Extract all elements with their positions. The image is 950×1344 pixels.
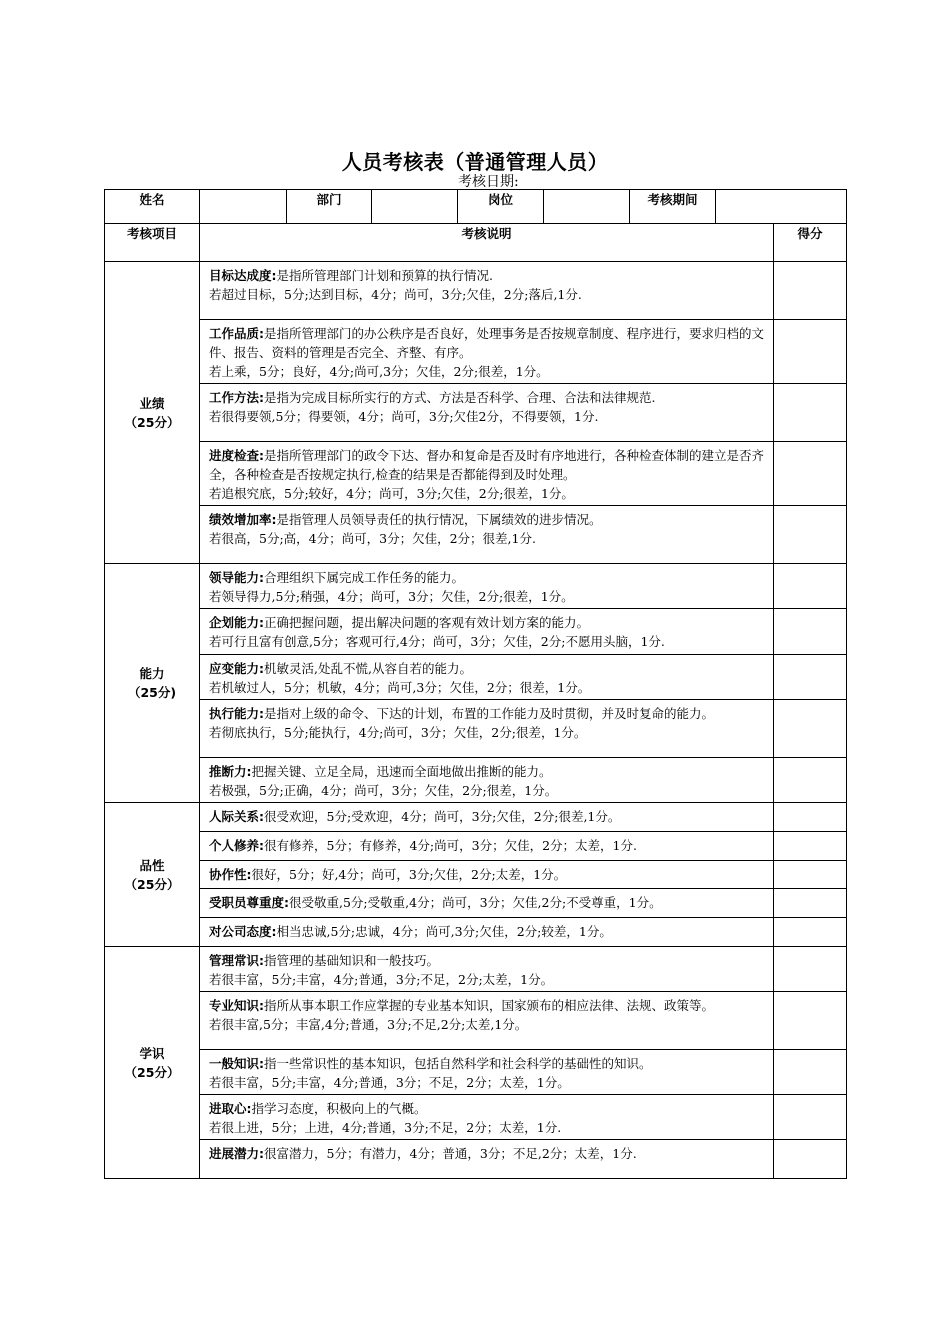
- score-field[interactable]: [774, 992, 847, 1050]
- criterion-text: 很有修养，5分；有修养，4分;尚可，3分；欠佳，2分；太差，1分.: [264, 838, 637, 853]
- criterion-name: 执行能力:: [209, 706, 264, 721]
- criterion-row: [105, 889, 847, 918]
- criterion-description: [200, 655, 774, 700]
- criterion-name: 工作方法:: [209, 390, 264, 405]
- criterion-text: 指所从事本职工作应掌握的专业基本知识，国家颁布的相应法律、法规、政策等。: [264, 998, 715, 1013]
- category-name: 品性: [139, 857, 165, 873]
- criterion-text: 相当忠诚,5分;忠诚，4分；尚可,3分;欠佳，2分;较差，1分。: [276, 924, 612, 939]
- criterion-scale: 若超过目标，5分;达到目标，4分；尚可，3分;欠佳，2分;落后,1分.: [209, 287, 582, 302]
- criterion-text: 很受敬重,5分;受敬重,4分；尚可，3分；欠佳,2分;不受尊重，1分。: [289, 895, 662, 910]
- category-cell: [105, 803, 200, 947]
- criterion-description: [200, 320, 774, 384]
- name-field[interactable]: [200, 190, 287, 224]
- criterion-text: 机敏灵活,处乱不慌,从容自若的能力。: [264, 661, 472, 676]
- criterion-text: 合理组织下属完成工作任务的能力。: [264, 570, 465, 585]
- score-field[interactable]: [774, 803, 847, 832]
- criterion-text: 正确把握问题，提出解决问题的客观有效计划方案的能力。: [264, 615, 590, 630]
- criterion-row: [105, 918, 847, 947]
- category-cell: [105, 564, 200, 803]
- score-field[interactable]: [774, 384, 847, 442]
- criterion-scale: 若极强，5分;正确，4分；尚可，3分；欠佳，2分;很差，1分。: [209, 783, 558, 798]
- criterion-name: 绩效增加率:: [209, 512, 277, 527]
- criterion-scale: 若很丰富，5分;丰富，4分;普通，3分;不足，2分;太差，1分。: [209, 972, 554, 987]
- criterion-row: [105, 320, 847, 384]
- item-header: 考核项目: [105, 224, 200, 262]
- post-label: 岗位: [458, 190, 544, 224]
- category-weight: （25分）: [124, 1064, 180, 1080]
- period-field[interactable]: [716, 190, 847, 224]
- criterion-text: 很受欢迎，5分;受欢迎，4分；尚可，3分;欠佳，2分;很差,1分。: [264, 809, 621, 824]
- criterion-name: 受职员尊重度:: [209, 895, 289, 910]
- info-row: [105, 190, 847, 224]
- criterion-text: 是指所管理部门计划和预算的执行情况.: [276, 268, 493, 283]
- criterion-description: [200, 442, 774, 506]
- criterion-text: 很好，5分；好,4分；尚可，3分;欠佳，2分;太差，1分。: [251, 867, 567, 882]
- criterion-scale: 若很上进，5分；上进，4分;普通，3分;不足，2分；太差，1分.: [209, 1120, 562, 1135]
- criterion-name: 个人修养:: [209, 838, 264, 853]
- criterion-text: 指学习态度，积极向上的气概。: [251, 1101, 427, 1116]
- score-field[interactable]: [774, 700, 847, 758]
- category-weight: （25分）: [124, 876, 180, 892]
- criterion-name: 协作性:: [209, 867, 252, 882]
- criterion-row: [105, 992, 847, 1050]
- criterion-row: [105, 609, 847, 655]
- criterion-row: [105, 758, 847, 803]
- criterion-row: [105, 947, 847, 992]
- criterion-name: 对公司态度:: [209, 924, 277, 939]
- criterion-scale: 若很丰富,5分；丰富,4分;普通，3分;不足,2分;太差,1分。: [209, 1017, 528, 1032]
- criterion-description: [200, 384, 774, 442]
- criterion-name: 一般知识:: [209, 1056, 264, 1071]
- criterion-row: [105, 832, 847, 861]
- post-field[interactable]: [544, 190, 630, 224]
- criterion-row: [105, 1095, 847, 1140]
- category-weight: （25分): [127, 685, 177, 700]
- score-field[interactable]: [774, 506, 847, 564]
- score-field[interactable]: [774, 609, 847, 655]
- criterion-description: [200, 1095, 774, 1140]
- score-field[interactable]: [774, 1050, 847, 1095]
- score-field[interactable]: [774, 889, 847, 918]
- criterion-description: [200, 564, 774, 609]
- criterion-scale: 若很得要领,5分；得要领，4分；尚可，3分;欠佳2分，不得要领，1分.: [209, 409, 599, 424]
- score-field[interactable]: [774, 918, 847, 947]
- column-header-row: [105, 224, 847, 262]
- criterion-text: 是指为完成目标所实行的方式、方法是否科学、合理、合法和法律规范.: [264, 390, 656, 405]
- score-field[interactable]: [774, 1140, 847, 1179]
- criterion-scale: 若追根究底，5分;较好，4分；尚可，3分;欠佳，2分;很差，1分。: [209, 486, 574, 501]
- dept-label: 部门: [287, 190, 372, 224]
- criterion-row: [105, 506, 847, 564]
- criterion-name: 人际关系:: [209, 809, 264, 824]
- criterion-text: 把握关键、立足全局，迅速而全面地做出推断的能力。: [251, 764, 552, 779]
- criterion-row: [105, 803, 847, 832]
- criterion-description: [200, 947, 774, 992]
- score-header: 得分: [774, 224, 847, 262]
- score-field[interactable]: [774, 564, 847, 609]
- criterion-name: 工作品质:: [209, 326, 264, 341]
- category-name: 学识: [139, 1045, 165, 1061]
- criterion-row: [105, 655, 847, 700]
- criterion-description: [200, 832, 774, 861]
- criterion-row: [105, 700, 847, 758]
- criterion-description: [200, 803, 774, 832]
- criterion-text: 指管理的基础知识和一般技巧。: [264, 953, 440, 968]
- criterion-text: 是指所管理部门的办公秩序是否良好，处理事务是否按规章制度、程序进行，要求归档的文件、报告、资料的管理是否完全、齐整、有序。: [209, 326, 765, 360]
- criterion-description: [200, 506, 774, 564]
- criterion-row: [105, 861, 847, 889]
- criterion-scale: 若很丰富，5分;丰富，4分;普通，3分；不足，2分；太差，1分。: [209, 1075, 570, 1090]
- criterion-scale: 若彻底执行，5分;能执行，4分;尚可，3分；欠佳，2分;很差，1分。: [209, 725, 587, 740]
- criterion-text: 很富潜力，5分；有潜力，4分；普通，3分；不足,2分；太差，1分.: [264, 1146, 637, 1161]
- criterion-name: 推断力:: [209, 764, 252, 779]
- criterion-scale: 若领导得力,5分;稍强，4分；尚可，3分；欠佳，2分;很差，1分。: [209, 589, 574, 604]
- score-field[interactable]: [774, 262, 847, 320]
- score-field[interactable]: [774, 655, 847, 700]
- criterion-name: 进展潜力:: [209, 1146, 264, 1161]
- criterion-description: [200, 758, 774, 803]
- criterion-description: [200, 918, 774, 947]
- criterion-name: 专业知识:: [209, 998, 264, 1013]
- criterion-description: [200, 1140, 774, 1179]
- score-field[interactable]: [774, 758, 847, 803]
- criterion-description: [200, 889, 774, 918]
- criterion-text: 指一些常识性的基本知识，包括自然科学和社会科学的基础性的知识。: [264, 1056, 652, 1071]
- criterion-name: 目标达成度:: [209, 268, 277, 283]
- criterion-description: [200, 1050, 774, 1095]
- criterion-name: 企划能力:: [209, 615, 264, 630]
- criterion-row: [105, 564, 847, 609]
- criterion-scale: 若上乘，5分；良好，4分;尚可,3分；欠佳，2分;很差，1分。: [209, 364, 549, 379]
- score-field[interactable]: [774, 442, 847, 506]
- criterion-row: [105, 1050, 847, 1095]
- criterion-row: [105, 1140, 847, 1179]
- criterion-description: [200, 992, 774, 1050]
- period-label: 考核期间: [630, 190, 716, 224]
- criterion-scale: 若可行且富有创意,5分；客观可行,4分；尚可，3分；欠佳，2分;不愿用头脑，1分.: [209, 634, 665, 649]
- criterion-text: 是指所管理部门的政令下达、督办和复命是否及时有序地进行，各种检查体制的建立是否齐全，各种检查是否按规定执行,检查的结果是否都能得到及时处理。: [209, 448, 765, 482]
- page-title: 人员考核表（普通管理人员）: [341, 150, 609, 174]
- criterion-description: [200, 700, 774, 758]
- criterion-name: 领导能力:: [209, 570, 264, 585]
- criterion-scale: 若机敏过人，5分；机敏，4分；尚可,3分；欠佳，2分；很差，1分。: [209, 680, 591, 695]
- score-field[interactable]: [774, 832, 847, 861]
- criterion-row: [105, 442, 847, 506]
- assessment-table: [104, 189, 847, 1179]
- category-name: 业绩: [139, 395, 165, 411]
- criterion-row: [105, 262, 847, 320]
- criterion-text: 是指管理人员领导责任的执行情况，下属绩效的进步情况。: [276, 512, 602, 527]
- criterion-name: 进取心:: [209, 1101, 252, 1116]
- criterion-name: 应变能力:: [209, 661, 264, 676]
- criterion-description: [200, 861, 774, 889]
- name-label: 姓名: [105, 190, 200, 224]
- score-field[interactable]: [774, 320, 847, 384]
- criterion-row: [105, 384, 847, 442]
- score-field[interactable]: [774, 1095, 847, 1140]
- category-cell: [105, 262, 200, 564]
- criterion-name: 进度检查:: [209, 448, 264, 463]
- category-cell: [105, 947, 200, 1179]
- criterion-name: 管理常识:: [209, 953, 264, 968]
- criterion-text: 是指对上级的命令、下达的计划，布置的工作能力及时贯彻，并及时复命的能力。: [264, 706, 715, 721]
- score-field[interactable]: [774, 947, 847, 992]
- assessment-date-label: 考核日期:: [458, 174, 519, 190]
- criterion-description: [200, 609, 774, 655]
- dept-field[interactable]: [372, 190, 458, 224]
- criterion-scale: 若很高，5分;高，4分；尚可，3分；欠佳，2分；很差,1分.: [209, 531, 536, 546]
- category-weight: （25分）: [124, 414, 180, 430]
- criterion-description: [200, 262, 774, 320]
- desc-header: 考核说明: [200, 224, 774, 262]
- category-name: 能力: [139, 666, 165, 681]
- score-field[interactable]: [774, 861, 847, 889]
